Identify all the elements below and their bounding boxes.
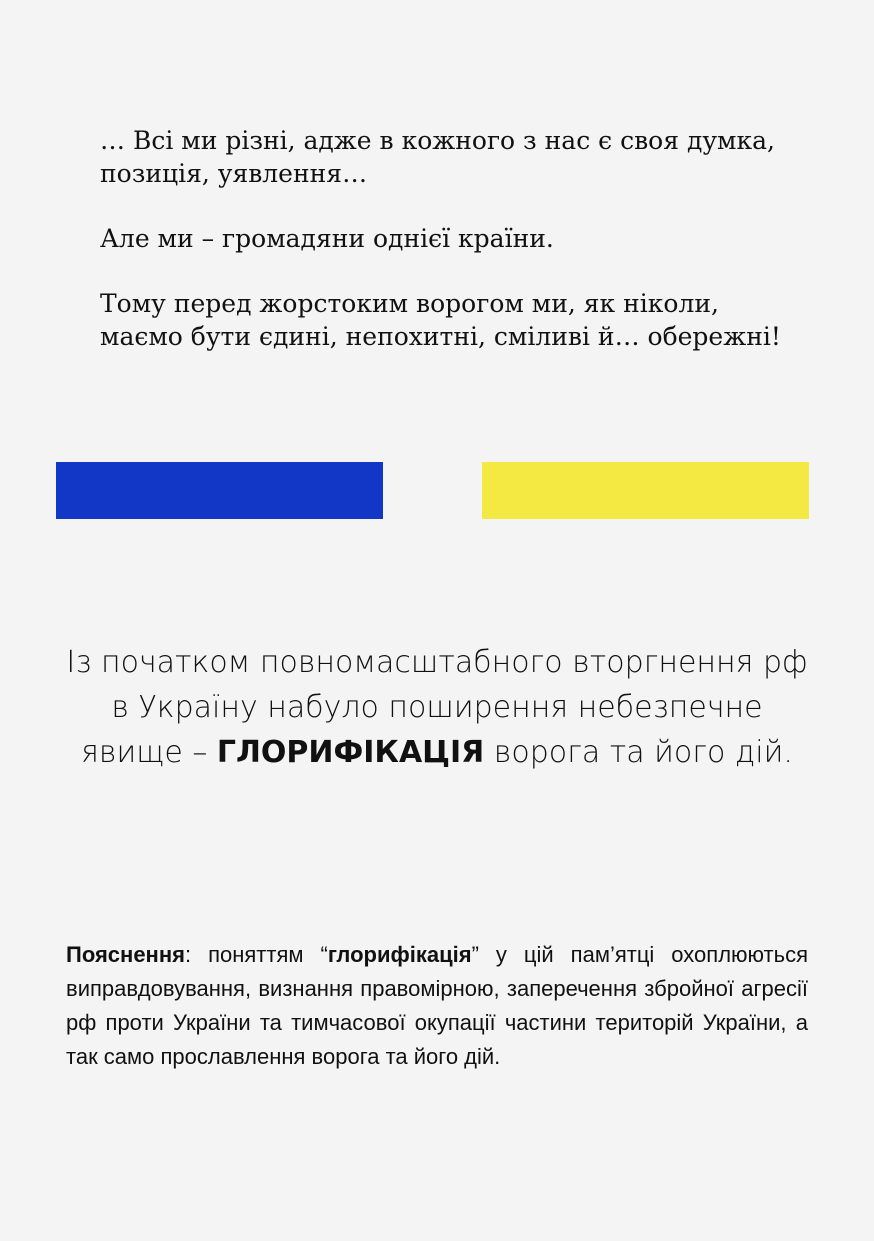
statement-emphasis: ГЛОРИФІКАЦІЯ xyxy=(216,735,485,770)
statement-heading xyxy=(60,640,814,775)
flag-yellow-bar xyxy=(482,462,809,519)
note-label: Пояснення xyxy=(66,942,185,967)
explanation-note xyxy=(66,938,808,1074)
flag-blue-bar xyxy=(56,462,383,519)
note-text-2: ” у цій пам’ятці охоплюються виправдовування, визнання правомірною, заперечення збройної агресії рф проти України та тимчасової окупації частини територій України, а так само прославлення ворога та його дій. xyxy=(66,942,808,1069)
note-term: глорифікація xyxy=(327,942,472,967)
intro-paragraph-2: Але ми – громадяни однієї країни. xyxy=(100,224,554,253)
statement-text-before: Із початком повномасштабного вторгнення рф в Україну набуло поширення небезпечне явище – xyxy=(66,645,808,770)
note-text-1: поняттям “ xyxy=(191,942,328,967)
intro-paragraph-1: … Всі ми різні, адже в кожного з нас є своя думка, позиція, уявлення… xyxy=(100,126,775,188)
intro-text xyxy=(100,124,800,353)
intro-paragraph-3: Тому перед жорстоким ворогом ми, як ніколи, маємо бути єдині, непохитні, сміливі й… обережні! xyxy=(100,289,781,351)
note-colon: : xyxy=(184,942,192,967)
statement-text-after: ворога та його дій. xyxy=(484,735,793,770)
